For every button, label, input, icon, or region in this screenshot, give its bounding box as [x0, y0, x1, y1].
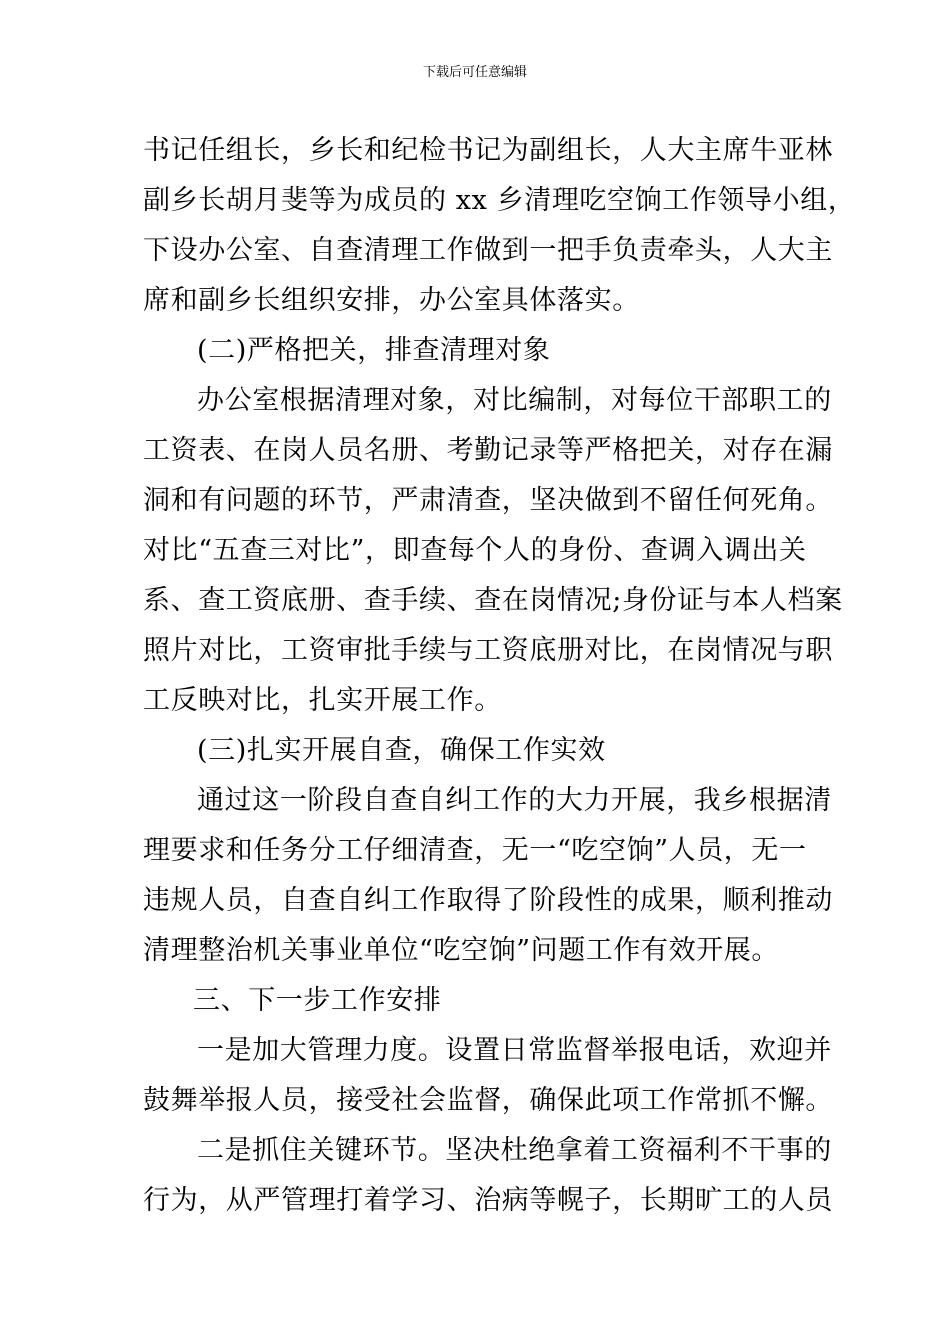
paragraph-line: 工资表、在岗人员名册、考勤记录等严格把关，对存在漏 [143, 435, 833, 466]
section-heading: (三)扎实开展自查，确保工作实效 [197, 735, 606, 766]
paragraph-line: 席和副乡长组织安排，办公室具体落实。 [143, 285, 640, 316]
section-heading: 三、下一步工作安排 [193, 985, 442, 1016]
paragraph-line: 鼓舞举报人员，接受社会监督，确保此项工作常抓不懈。 [143, 1085, 833, 1116]
page-header: 下载后可任意编辑 [422, 65, 527, 80]
paragraph-line: 清理整治机关事业单位“吃空饷”问题工作有效开展。 [143, 935, 780, 966]
paragraph-line: 工反映对比，扎实开展工作。 [143, 685, 502, 716]
paragraph-line: 副乡长胡月斐等为成员的 xx 乡清理吃空饷工作领导小组， [143, 185, 856, 216]
paragraph-line: 行为，从严管理打着学习、治病等幌子，长期旷工的人员 [143, 1185, 833, 1216]
paragraph-line: 下设办公室、自查清理工作做到一把手负责牵头，人大主 [143, 235, 833, 266]
paragraph-line: 系、查工资底册、查手续、查在岗情况;身份证与本人档案 [143, 585, 843, 616]
paragraph-line: 通过这一阶段自查自纠工作的大力开展，我乡根据清 [197, 785, 832, 816]
paragraph-line: 书记任组长，乡长和纪检书记为副组长，人大主席牛亚林 [143, 135, 833, 166]
paragraph-line: 违规人员，自查自纠工作取得了阶段性的成果，顺利推动 [143, 885, 833, 916]
paragraph-line: 对比“五查三对比”，即查每个人的身份、查调入调出关 [143, 535, 807, 566]
section-heading: (二)严格把关，排查清理对象 [197, 335, 551, 366]
document-body [143, 126, 856, 1226]
paragraph-line: 二是抓住关键环节。坚决杜绝拿着工资福利不干事的 [197, 1135, 832, 1166]
paragraph-line: 一是加大管理力度。设置日常监督举报电话，欢迎并 [197, 1035, 832, 1066]
paragraph-line: 照片对比，工资审批手续与工资底册对比，在岗情况与职 [143, 635, 833, 666]
paragraph-line: 洞和有问题的环节，严肃清查，坚决做到不留任何死角。 [143, 485, 833, 516]
paragraph-line: 办公室根据清理对象，对比编制，对每位干部职工的 [197, 385, 832, 416]
paragraph-line: 理要求和任务分工仔细清查，无一“吃空饷”人员，无一 [143, 835, 807, 866]
